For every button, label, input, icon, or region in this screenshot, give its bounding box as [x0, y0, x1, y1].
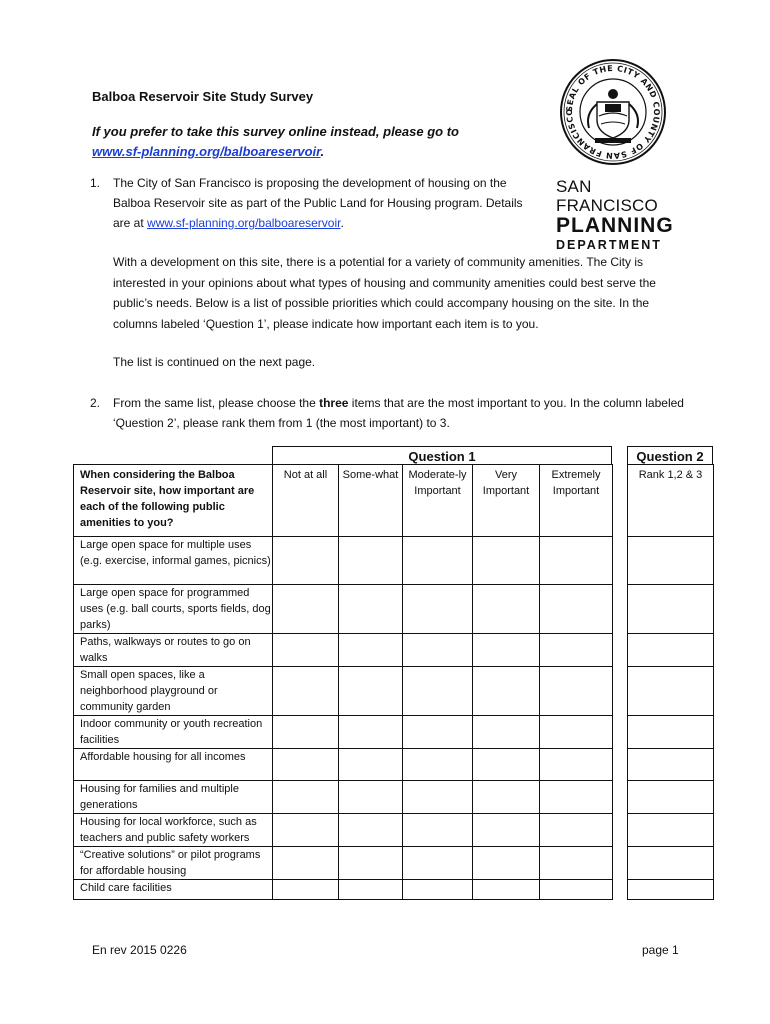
- answer-cell[interactable]: [403, 781, 473, 814]
- rank-cell[interactable]: [628, 814, 714, 847]
- answer-cell[interactable]: [473, 537, 540, 585]
- answer-cell[interactable]: [273, 781, 339, 814]
- table-row: [74, 781, 714, 814]
- city-seal-icon: [559, 58, 667, 166]
- column-gap: [613, 847, 628, 880]
- rank-cell[interactable]: [628, 880, 714, 900]
- column-gap: [613, 716, 628, 749]
- answer-cell[interactable]: [540, 847, 613, 880]
- table-header-row: [74, 465, 714, 537]
- answer-cell[interactable]: [403, 537, 473, 585]
- column-gap: [613, 880, 628, 900]
- answer-cell[interactable]: [403, 749, 473, 781]
- logo-line-3: DEPARTMENT: [556, 238, 662, 252]
- table-row: [74, 667, 714, 716]
- table-row: [74, 716, 714, 749]
- column-gap: [613, 814, 628, 847]
- answer-cell[interactable]: [273, 814, 339, 847]
- revision-footer: En rev 2015 0226: [92, 943, 187, 957]
- logo-line-1: SAN FRANCISCO: [556, 177, 658, 215]
- answer-cell[interactable]: [273, 880, 339, 900]
- answer-cell[interactable]: [540, 880, 613, 900]
- continued-note: The list is continued on the next page.: [113, 355, 316, 369]
- item-2-text-before: From the same list, please choose the: [113, 396, 316, 410]
- question-2-header: Question 2: [627, 446, 713, 464]
- answer-cell[interactable]: [339, 880, 403, 900]
- answer-cell[interactable]: [339, 749, 403, 781]
- answer-cell[interactable]: [339, 716, 403, 749]
- table-row: [74, 585, 714, 634]
- details-link[interactable]: www.sf-planning.org/balboareservoir: [147, 216, 341, 230]
- column-header: Some-what: [339, 465, 403, 537]
- answer-cell[interactable]: [473, 749, 540, 781]
- row-header-cell: When considering the Balboa Reservoir site, how important are each of the following public amenities to you?: [74, 465, 273, 537]
- answer-cell[interactable]: [273, 716, 339, 749]
- answer-cell[interactable]: [339, 781, 403, 814]
- rank-cell[interactable]: [628, 667, 714, 716]
- item-number: 2.: [90, 396, 101, 410]
- planning-department-logo: [556, 177, 680, 253]
- row-label: Large open space for multiple uses (e.g. exercise, informal games, picnics): [74, 537, 273, 585]
- answer-cell[interactable]: [339, 814, 403, 847]
- row-label: “Creative solutions” or pilot programs for affordable housing: [74, 847, 273, 880]
- answer-cell[interactable]: [339, 667, 403, 716]
- answer-cell[interactable]: [273, 585, 339, 634]
- survey-online-link[interactable]: www.sf-planning.org/balboareservoir: [92, 144, 321, 159]
- answer-cell[interactable]: [403, 880, 473, 900]
- answer-cell[interactable]: [403, 716, 473, 749]
- answer-cell[interactable]: [473, 667, 540, 716]
- answer-cell[interactable]: [403, 814, 473, 847]
- item-1-text: The City of San Francisco is proposing the development of housing on the Balboa Reservoir site as part of the Public Land for Housing program. Details are at: [113, 176, 523, 230]
- item-2-bold-word: three: [319, 396, 349, 410]
- column-gap: [613, 781, 628, 814]
- intro-text: If you prefer to take this survey online instead, please go to: [92, 124, 459, 139]
- amenities-paragraph: With a development on this site, there is a potential for a variety of community amenities. The City is interested in your opinions about what types of housing and community amenities could best serve the public’s needs. Below is a list of possible priorities which could accompany housing on the site. In the columns labeled ‘Question 1’, please indicate how important each item is to you.: [113, 255, 656, 331]
- answer-cell[interactable]: [473, 716, 540, 749]
- answer-cell[interactable]: [273, 749, 339, 781]
- intro-period: .: [320, 144, 325, 159]
- item-1-period: .: [340, 216, 344, 230]
- rank-cell[interactable]: [628, 585, 714, 634]
- row-label: Paths, walkways or routes to go on walks: [74, 634, 273, 667]
- document-title: Balboa Reservoir Site Study Survey: [92, 89, 314, 104]
- column-gap: [613, 667, 628, 716]
- answer-cell[interactable]: [403, 847, 473, 880]
- row-label: Housing for local workforce, such as teachers and public safety workers: [74, 814, 273, 847]
- answer-cell[interactable]: [339, 847, 403, 880]
- row-label: Large open space for programmed uses (e.g. ball courts, sports fields, dog parks): [74, 585, 273, 634]
- question-1-header: Question 1: [272, 446, 612, 464]
- item-number: 1.: [90, 176, 101, 190]
- column-gap: [613, 585, 628, 634]
- answer-cell[interactable]: [540, 781, 613, 814]
- online-survey-note: [92, 122, 472, 162]
- answer-cell[interactable]: [473, 880, 540, 900]
- logo-line-2: PLANNING: [556, 214, 674, 237]
- rank-cell[interactable]: [628, 634, 714, 667]
- seal-text: SEAL OF THE CITY AND COUNTY OF SAN FRANCISCO: [564, 63, 662, 161]
- column-header: Moderate-ly Important: [403, 465, 473, 537]
- answer-cell[interactable]: [473, 585, 540, 634]
- answer-cell[interactable]: [540, 585, 613, 634]
- rank-cell[interactable]: [628, 749, 714, 781]
- answer-cell[interactable]: [540, 749, 613, 781]
- table-row: [74, 634, 714, 667]
- answer-cell[interactable]: [540, 667, 613, 716]
- page-number: page 1: [642, 943, 679, 957]
- column-header: Extremely Important: [540, 465, 613, 537]
- answer-cell[interactable]: [273, 847, 339, 880]
- answer-cell[interactable]: [473, 814, 540, 847]
- row-label: Affordable housing for all incomes: [74, 749, 273, 781]
- answer-cell[interactable]: [473, 781, 540, 814]
- column-header: Very Important: [473, 465, 540, 537]
- survey-table: [73, 464, 714, 900]
- item-2-text-after: items that are the most important to you. In the column labeled ‘Question 2’, please rank them from 1 (the most important) to 3.: [113, 396, 684, 430]
- table-row: [74, 537, 714, 585]
- column-gap: [613, 537, 628, 585]
- rank-cell[interactable]: [628, 847, 714, 880]
- answer-cell[interactable]: [273, 667, 339, 716]
- rank-cell[interactable]: [628, 537, 714, 585]
- row-label: Small open spaces, like a neighborhood playground or community garden: [74, 667, 273, 716]
- answer-cell[interactable]: [473, 847, 540, 880]
- answer-cell[interactable]: [403, 634, 473, 667]
- column-header: Not at all: [273, 465, 339, 537]
- answer-cell[interactable]: [540, 537, 613, 585]
- table-row: [74, 880, 714, 900]
- answer-cell[interactable]: [339, 537, 403, 585]
- answer-cell[interactable]: [403, 585, 473, 634]
- rank-cell[interactable]: [628, 781, 714, 814]
- answer-cell[interactable]: [273, 537, 339, 585]
- table-row: [74, 749, 714, 781]
- column-gap: [613, 465, 628, 537]
- rank-cell[interactable]: [628, 716, 714, 749]
- table-row: [74, 814, 714, 847]
- column-gap: [613, 749, 628, 781]
- answer-cell[interactable]: [473, 634, 540, 667]
- answer-cell[interactable]: [339, 634, 403, 667]
- answer-cell[interactable]: [540, 814, 613, 847]
- answer-cell[interactable]: [540, 634, 613, 667]
- answer-cell[interactable]: [403, 667, 473, 716]
- answer-cell[interactable]: [339, 585, 403, 634]
- row-label: Child care facilities: [74, 880, 273, 900]
- answer-cell[interactable]: [273, 634, 339, 667]
- table-row: [74, 847, 714, 880]
- q2-column-header: Rank 1,2 & 3: [628, 465, 714, 537]
- row-label: Housing for families and multiple generations: [74, 781, 273, 814]
- answer-cell[interactable]: [540, 716, 613, 749]
- row-label: Indoor community or youth recreation facilities: [74, 716, 273, 749]
- column-gap: [613, 634, 628, 667]
